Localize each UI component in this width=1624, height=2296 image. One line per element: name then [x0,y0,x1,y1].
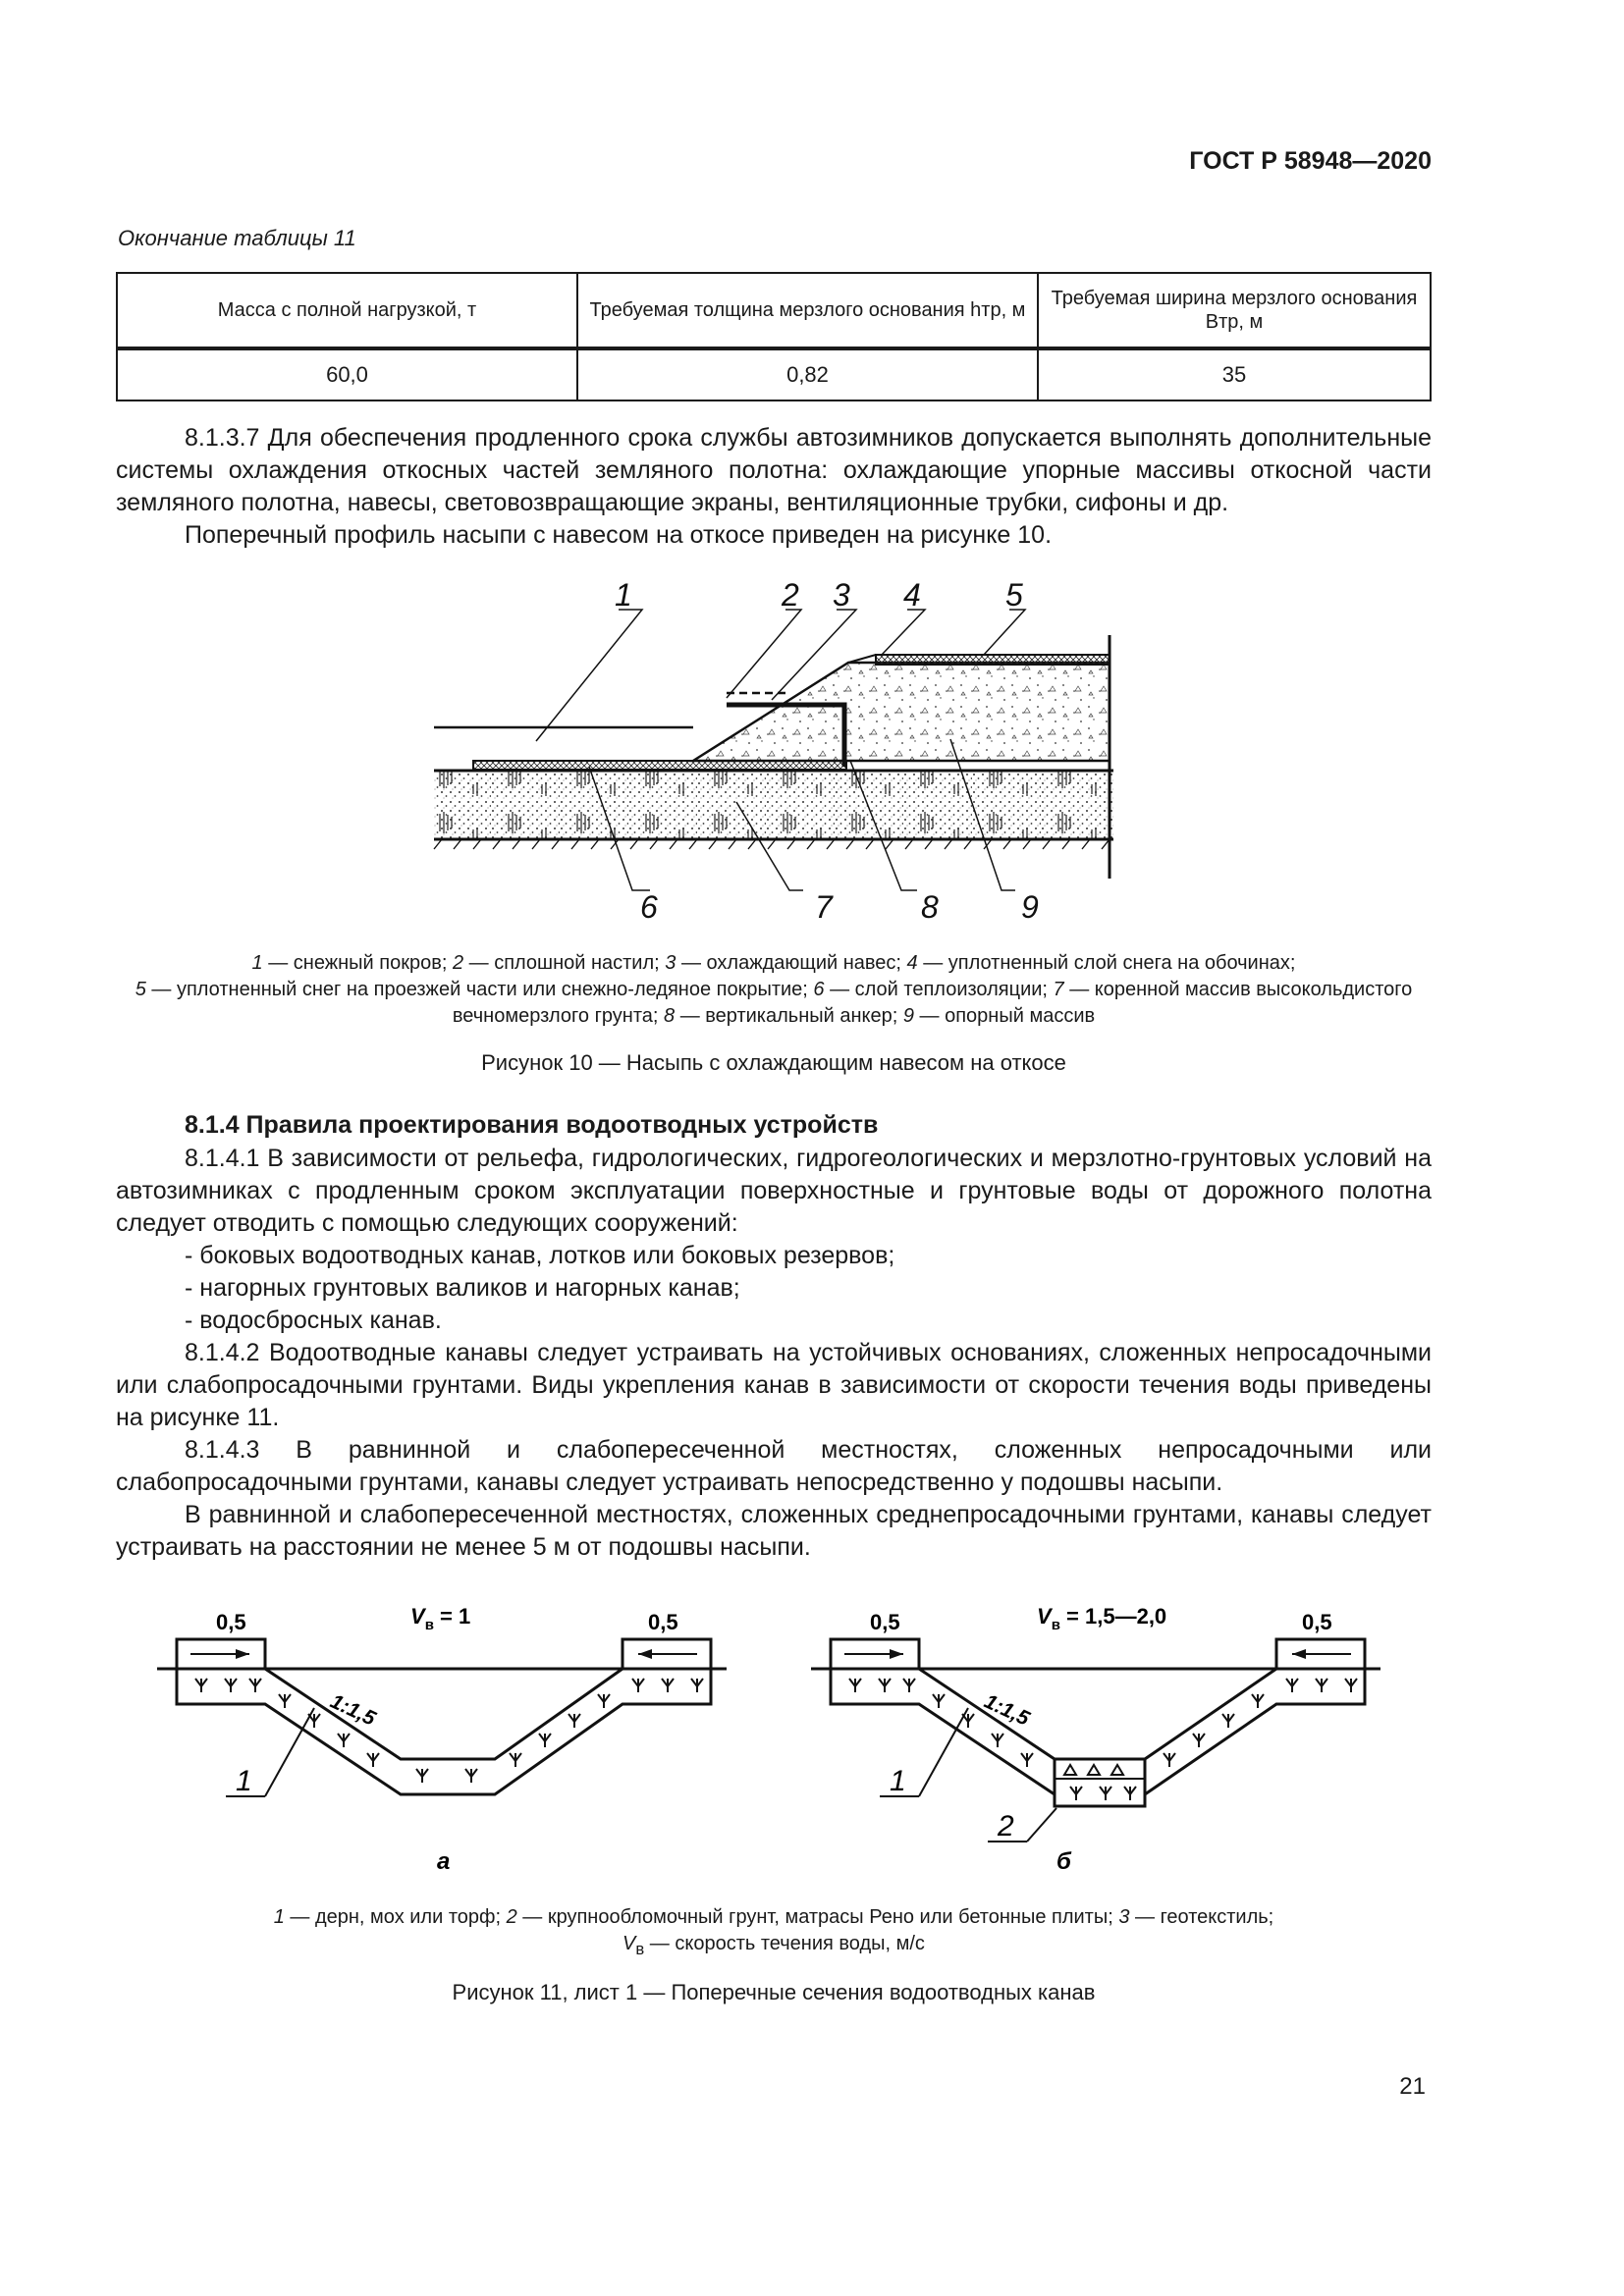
legend-v: V [623,1933,636,1954]
paragraph-8137: 8.1.3.7 Для обеспечения продленного срока службы автозимников допускается выполнять дополнительные системы охлаждения откосных частей земляного полотна: охлаждающие упорные массивы откосной части земляного полотна, навесы, световозвращающие экраны, вентиляционные трубки, сифоны и др. [116,424,1432,516]
fig11a-berm-right: 0,5 [648,1610,678,1634]
figure-11-ditches [147,1590,1404,1885]
legend-text: — опорный массив [913,1005,1096,1027]
fig11b-panel-label: б [1056,1848,1071,1875]
fig11b-velocity: $V_в$ = 1,5—2,0 [1037,1604,1167,1633]
legend-num: 4 [906,952,918,974]
fig10-label-5: 5 [1005,577,1023,613]
header-thickness: Требуемая толщина мерзлого основания hтр, м [577,273,1038,348]
fig10-label-3: 3 [833,577,850,613]
fig10-label-9: 9 [1021,889,1039,925]
legend-num: 8 [664,1005,676,1027]
legend-num: 1 [273,1906,285,1928]
legend-num: 5 [135,979,146,1000]
legend-text: — охлаждающий навес; [676,952,907,974]
figure-11-caption: Рисунок 11, лист 1 — Поперечные сечения водоотводных канав [452,1980,1096,2004]
document-code: ГОСТ Р 58948—2020 [1189,147,1432,175]
fig11b-berm-left: 0,5 [870,1610,900,1634]
panel-a [157,1604,727,1875]
header-width: Требуемая ширина мерзлого основания Bтр, м [1038,273,1431,348]
legend-text: — слой теплоизоляции; [824,979,1054,1000]
fig10-label-6: 6 [640,889,658,925]
legend-num: 3 [665,952,677,974]
fig11b-berm-right: 0,5 [1302,1610,1332,1634]
fig10-label-7: 7 [815,889,833,925]
figure-10-embankment [422,574,1129,928]
paragraph-8141: 8.1.4.1 В зависимости от рельефа, гидрологических, гидрогеологических и мерзлотно-грунтовых условий на автозимниках с продленным сроком эксплуатации поверхностные и грунтовые воды от дорожного полотна следует отводить с помощью следующих сооружений: [116,1145,1432,1237]
table-header-row [117,273,1431,348]
legend-text: — вертикальный анкер; [675,1005,903,1027]
legend-text: — коренной массив высокольдистого вечномерзлого грунта; [452,979,1413,1027]
fig10-label-4: 4 [903,577,921,613]
paragraph-8143: 8.1.4.3 В равнинной и слабопересеченной местностях, сложенных непросадочными или слабопросадочными грунтами, канавы следует устраивать непосредственно у подошвы насыпи. [116,1436,1432,1496]
header-mass: Масса с полной нагрузкой, т [117,273,577,348]
legend-num: 9 [902,1005,914,1027]
fig11b-item-1: 1 [890,1765,906,1797]
legend-num: 3 [1118,1906,1130,1928]
fig11a-velocity: $V_в = 1$ [410,1604,471,1633]
fig11a-slope: 1:1,5 [326,1689,379,1731]
legend-text: — уплотненный слой снега на обочинах; [917,952,1296,974]
list-item: - нагорных грунтовых валиков и нагорных канав; [185,1274,740,1302]
paragraph-profile: Поперечный профиль насыпи с навесом на откосе приведен на рисунке 10. [185,521,1053,549]
fig10-label-8: 8 [921,889,939,925]
fig11b-item-2: 2 [998,1810,1014,1842]
legend-num: 7 [1053,979,1064,1000]
load-table [116,272,1432,401]
legend-text: — крупнообломочный грунт, матрасы Рено или бетонные плиты; [516,1906,1119,1928]
cell-width: 35 [1038,348,1431,400]
fig11a-berm-left: 0,5 [216,1610,246,1634]
legend-text: — снежный покров; [262,952,453,974]
section-heading-814: 8.1.4 Правила проектирования водоотводных устройств [185,1111,879,1139]
fig11a-item-1: 1 [236,1765,252,1797]
legend-num: 2 [506,1906,517,1928]
list-item: - водосбросных канав. [185,1307,442,1334]
figure-11-legend [116,1904,1432,1962]
legend-v-sub: в [635,1940,645,1958]
paragraph-8142: 8.1.4.2 Водоотводные канавы следует устраивать на устойчивых основаниях, сложенных непросадочными или слабопросадочными грунтами. Виды укрепления канав в зависимости от скорости течения воды приведены на рисунке 11. [116,1339,1432,1431]
legend-num: 1 [251,952,263,974]
table-row [117,348,1431,400]
legend-text: — геотекстиль; [1129,1906,1274,1928]
legend-num: 6 [813,979,825,1000]
paragraph-8143b: В равнинной и слабопересеченной местностях, сложенных среднепросадочными грунтами, канавы следует устраивать на расстоянии не менее 5 м от подошвы насыпи. [116,1501,1432,1561]
fig10-label-1: 1 [615,577,632,613]
list-item: - боковых водоотводных канав, лотков или боковых резервов; [185,1242,895,1269]
fig11a-panel-label: а [437,1848,451,1875]
legend-num: 2 [452,952,464,974]
panel-b [811,1604,1380,1875]
legend-text: — сплошной настил; [463,952,666,974]
fig10-label-2: 2 [782,577,799,613]
legend-text: — уплотненный снег на проезжей части или снежно-ледяное покрытие; [145,979,814,1000]
page-number: 21 [1399,2073,1426,2100]
cell-mass: 60,0 [117,348,577,400]
figure-10-legend [116,950,1432,1030]
legend-text: — скорость течения воды, м/с [644,1933,925,1954]
cell-thickness: 0,82 [577,348,1038,400]
table-caption: Окончание таблицы 11 [118,226,356,250]
legend-text: — дерн, мох или торф; [284,1906,507,1928]
figure-10-caption: Рисунок 10 — Насыпь с охлаждающим навесом на откосе [481,1050,1066,1075]
fig11b-slope: 1:1,5 [980,1689,1033,1731]
